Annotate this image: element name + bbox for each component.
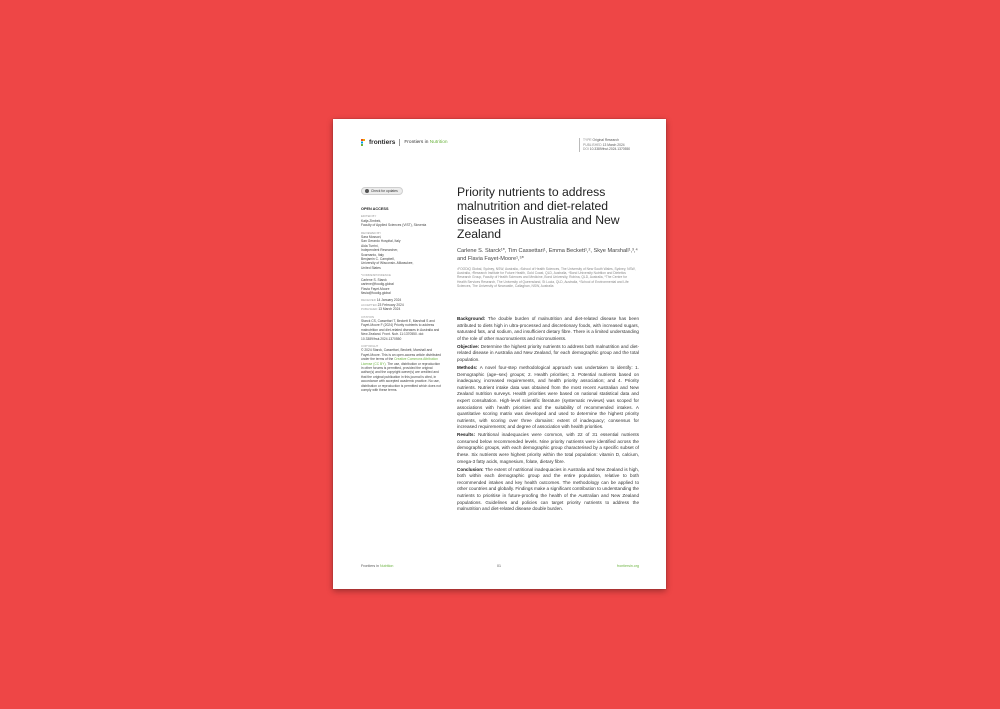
open-access-label: OPEN ACCESS [361,207,389,211]
affiliations: ¹FOODiQ Global, Sydney, NSW, Australia, ²School of Health Sciences, The University of New South Wales, Sydney, NSW, Australia, ³Research Institute for Future Health, Gold Coast, QLD, Australia, ⁴Bond University Nutrition and Dietetics Research Group, Faculty of Health Sciences and Medicine, Bond University, Robina, QLD, Australia, ⁵The Centre for Health Services Research, The University of Queensland, St Lucia, QLD, Australia, ⁶School of Environmental and Life Sciences, The University of Newcastle, Callaghan, NSW, Australia [457,267,636,288]
sidebar: OPEN ACCESS EDITED BY Katja Zimbek, Faculty of Applied Sciences (VIST), Slovenia REVIEWED BY Sara Mossori, San Gerardo Hospital, Italy Aida Turrini, Independent Researcher, Scarnanto, Italy Benjamin C. Campbell, University of Wisconsin–Milwaukee, United States *CORRESPONDENCE Carlene S. Starck carlene@foodig.global Flavia Fayet-Moore flavia@foodig.global RECEIVED 14 January 2024 ACCEPTED 23 February 2024 PUBLISHED 13 March 2024 CITATION Starck CS, Cassettari T, Beckett E, Marshall S and Fayet-Moore F (2024) Priority nutrients to address malnutrition and diet-related diseases in Australia and New Zealand. Front. Nutr. 11:1370550. doi: 10.3389/fnut.2024.1370550 COPYRIGHT © 2024 Starck, Cassettari, Beckett, Marshall and Fayet-Moore. This is an open-access article distributed under the terms of the Creative Commons Attribution License (CC BY). The use, distribution or reproduction in other forums is permitted, provided the original author(s) and the copyright owner(s) are credited and that the original publication in this journal is cited, in accordance with accepted academic practice. No use, distribution or reproduction is permitted which does not comply with these terms. [361,207,442,393]
citation-text: Starck CS, Cassettari T, Beckett E, Marshall S and Fayet-Moore F (2024) Priority nutrients to address malnutrition and diet-related diseases in Australia and New Zealand. Front. Nutr. 11:1370550. doi: 10.3389/fnut.2024.1370550 [361,318,440,341]
refresh-icon [365,189,369,193]
check-updates-button[interactable]: Check for updates [361,187,403,195]
journal-name: Frontiers in Nutrition [404,140,448,145]
abstract-objective: Objective: Determine the highest priority nutrients to address both malnutrition and diet-related disease in Australia and New Zealand, for each demographic group and the total population. [457,343,640,362]
article-meta: TYPE Original Research PUBLISHED 13 March 2024 DOI 10.3389/fnut.2024.1370550 [579,138,663,152]
frontiers-logo-icon [361,139,367,146]
footer-journal: Frontiers in Nutrition [361,564,394,568]
email-link[interactable]: carlene@foodig.global [361,282,394,287]
abstract-conclusion: Conclusion: The extent of nutritional inadequacies in Australia and New Zealand is high, both within each demographic group and the entire population, relative to both recommended intakes and key health outcomes. The methodology can be applied to other countries and globally. Findings make a significant contribution to understanding the nutrients to prioritise in future-proofing the health of the Australian and New Zealand populations. Guidelines and policies can target priority nutrients to address the malnutrition and diet-related disease double burden. [457,466,639,512]
author-list: Carlene S. Starck¹*, Tim Cassettari¹, Emma Beckett¹,², Skye Marshall¹,³,⁴ and Flavia Fayet-Moore¹,⁵* [457,248,638,262]
abstract-background: Background: The double burden of malnutrition and diet-related disease has been attributed to diets high in ultra-processed and discretionary foods, with increased sugars, saturated fats, and sodium, and insufficient dietary fibre. There is a limited understanding of the role of other macronutrients and micronutrients. [457,316,639,341]
footer-site-link[interactable]: frontiersin.org [617,564,639,568]
article-title: Priority nutrients to address malnutrition and diet-related diseases in Australia and New Zealand [457,185,620,241]
journal-header [361,139,448,146]
abstract [457,316,639,514]
divider [399,139,400,146]
email-link[interactable]: flavia@foodig.global [361,290,391,295]
license-link[interactable]: Creative Commons Attribution License (CC BY). [361,357,438,366]
frontiers-logo-text: frontiers [369,139,396,146]
page-number: 01 [497,564,501,568]
abstract-methods: Methods: A novel four-step methodological approach was undertaken to identify: 1. Demographic (age–sex) groups; 2. Health priorities; 3. Potential nutrients based on inadequacy, increased requirements, and health priority association; and 4. Priority nutrients. Nutrient intake data was obtained from the most recent Australian and New Zealand nutrition surveys. Health priorities were based on national statistical data and expert consultation. High-level scientific literature (systematic reviews) was scoped for associations with health priorities and the suitability of recommended intakes. A quantitative scoring matrix was developed and used to determine the highest priority nutrients, with scoring over three domains: extent of inadequacy; consensus for increased requirements; and degree of association with health priorities. [457,364,639,430]
paper-page [333,119,666,589]
abstract-results: Results: Nutritional inadequacies were common, with 22 of 31 essential nutrients consumed below recommended levels. Nine priority nutrients were identified across the demographic groups, with each demographic group characterised by a specific subset of these. Six nutrients were highest priority within the total population: vitamin D, calcium, omega-3 fatty acids, magnesium, folate, dietary fibre. [457,432,639,464]
copyright-text: © 2024 Starck, Cassettari, Beckett, Marshall and Fayet-Moore. This is an open-access article distributed under the terms of the Creative Commons Attribution License (CC BY). The use, distribution or reproduction in other forums is permitted, provided the original author(s) and the copyright owner(s) are credited and that the original publication in this journal is cited, in accordance with accepted academic practice. No use, distribution or reproduction is permitted which does not comply with these terms. [361,348,442,393]
